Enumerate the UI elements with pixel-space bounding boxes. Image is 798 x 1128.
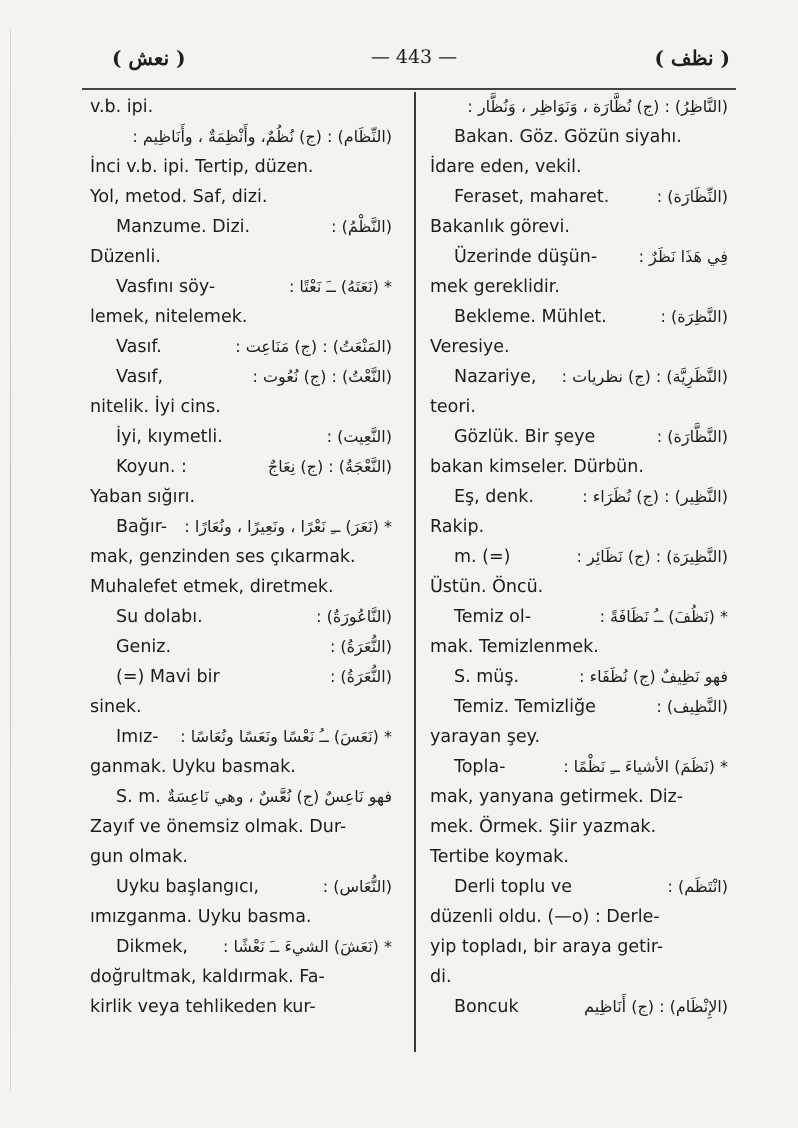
dictionary-line — [430, 902, 740, 932]
dictionary-line — [76, 482, 402, 512]
arabic-headword: (النُّعَرَةُ) : — [329, 637, 392, 656]
arabic-headword: (النَّظِير) : (ج) نُظَرَاء : — [582, 487, 728, 506]
arabic-headword: * (نَعَتَهُ) ــَ نَعْتًا : — [288, 277, 392, 296]
arabic-headword: فهو نَاعِسٌ (ج) نُعَّسٌ ، وهي نَاعِسَةٌ — [167, 787, 392, 806]
turkish-text: Manzume. Dizi. — [116, 217, 251, 237]
turkish-text: Uyku başlangıcı, — [116, 877, 260, 897]
dictionary-line — [76, 992, 402, 1022]
dictionary-line — [76, 692, 402, 722]
dictionary-line — [430, 602, 740, 632]
dictionary-line — [430, 452, 740, 482]
page-number: — 443 — — [370, 46, 458, 68]
dictionary-line — [430, 632, 740, 662]
turkish-text: Üstün. Öncü. — [430, 577, 544, 597]
arabic-headword: (النَّعْتُ) : (ج) نُعُوت : — [252, 367, 392, 386]
turkish-text: Bağır- — [116, 517, 168, 537]
turkish-text: Bakanlık görevi. — [430, 217, 570, 237]
turkish-text: Vasıf. — [116, 337, 162, 357]
turkish-text: Gözlük. Bir şeye — [454, 427, 596, 447]
arabic-headword: فِي هَذَا نَظَرٌ : — [638, 247, 728, 266]
dictionary-line — [76, 302, 402, 332]
turkish-text: İyi, kıymetli. — [116, 427, 223, 447]
turkish-text: S. m. — [116, 787, 161, 807]
dictionary-line — [76, 632, 402, 662]
turkish-text: Eş, denk. — [454, 487, 534, 507]
arabic-headword: فهو نَظِيفٌ (ج) نُظَفَاء : — [579, 667, 728, 686]
dictionary-line — [76, 782, 402, 812]
dictionary-line — [76, 572, 402, 602]
turkish-text: Muhalefet etmek, diretmek. — [90, 577, 334, 597]
dictionary-line — [430, 782, 740, 812]
turkish-text: Üzerinde düşün- — [454, 247, 598, 267]
turkish-text: mek. Örmek. Şiir yazmak. — [430, 817, 657, 837]
turkish-text: Yaban sığırı. — [90, 487, 196, 507]
dictionary-line — [76, 452, 402, 482]
arabic-headword: * (نَعَسَ) ــُ نَعْسًا ونَعَسًا ونُعَاسًا : — [180, 727, 392, 746]
turkish-text: doğrultmak, kaldırmak. Fa- — [90, 967, 325, 987]
dictionary-line — [430, 722, 740, 752]
left-column — [76, 92, 402, 1022]
turkish-text: v.b. ipi. — [90, 97, 154, 117]
turkish-text: İdare eden, vekil. — [430, 157, 582, 177]
dictionary-line — [430, 332, 740, 362]
dictionary-line — [430, 272, 740, 302]
turkish-text: Topla- — [454, 757, 506, 777]
dictionary-line — [430, 152, 740, 182]
header-rule — [82, 88, 736, 90]
dictionary-line — [76, 722, 402, 752]
arabic-headword: (النِّظَام) : (ج) نُظُمٌ، وأَنْظِمَةٌ ، وأَنَاظِيم : — [132, 127, 392, 146]
turkish-text: Tertibe koymak. — [430, 847, 569, 867]
arabic-headword: (النِّظَارَة) : — [656, 187, 728, 206]
dictionary-line — [76, 272, 402, 302]
dictionary-line — [76, 602, 402, 632]
dictionary-line — [430, 542, 740, 572]
arabic-headword: * (نَظُفَ) ــُ نَظَافَةً : — [599, 607, 728, 626]
column-divider — [414, 92, 416, 1052]
arabic-headword: (النَّاعُورَةُ) : — [316, 607, 392, 626]
arabic-headword: (النَّظَّارَة) : — [656, 427, 728, 446]
arabic-headword: (النَّاظِرُ) : (ج) نُظَّارَة ، وَنَوَاظِر ، وَنُظَّار : — [467, 97, 728, 116]
arabic-headword: (النَّظْمُ) : — [331, 217, 392, 236]
turkish-text: mak. Temizlenmek. — [430, 637, 599, 657]
dictionary-line — [430, 482, 740, 512]
dictionary-line — [430, 362, 740, 392]
turkish-text: sinek. — [90, 697, 142, 717]
arabic-headword: (النَّظِيرَة) : (ج) نَظَائِر : — [576, 547, 728, 566]
dictionary-line — [76, 122, 402, 152]
arabic-headword: * (نَعَرَ) ــِ نَعْرًا ، ونَعِيرًا ، ونُعَارًا : — [184, 517, 392, 536]
turkish-text: teori. — [430, 397, 476, 417]
dictionary-line — [430, 392, 740, 422]
turkish-text: (=) Mavi bir — [116, 667, 220, 687]
turkish-text: S. müş. — [454, 667, 520, 687]
turkish-text: Dikmek, — [116, 937, 188, 957]
arabic-headword: (النُّعَاس) : — [322, 877, 392, 896]
turkish-text: ganmak. Uyku basmak. — [90, 757, 296, 777]
dictionary-line — [430, 512, 740, 542]
turkish-text: m. (=) — [454, 547, 511, 567]
dictionary-line — [430, 692, 740, 722]
turkish-text: ımızganma. Uyku basma. — [90, 907, 312, 927]
dictionary-line — [76, 872, 402, 902]
dictionary-line — [430, 242, 740, 272]
dictionary-line — [76, 422, 402, 452]
turkish-text: di. — [430, 967, 452, 987]
turkish-text: Bakan. Göz. Gözün siyahı. — [454, 127, 682, 147]
dictionary-line — [76, 182, 402, 212]
turkish-text: Vasıf, — [116, 367, 164, 387]
turkish-text: bakan kimseler. Dürbün. — [430, 457, 644, 477]
dictionary-line — [76, 962, 402, 992]
dictionary-line — [430, 572, 740, 602]
dictionary-line — [430, 872, 740, 902]
turkish-text: Temiz ol- — [454, 607, 532, 627]
dictionary-line — [76, 92, 402, 122]
turkish-text: gun olmak. — [90, 847, 188, 867]
dictionary-line — [76, 212, 402, 242]
turkish-text: kirlik veya tehlikeden kur- — [90, 997, 316, 1017]
header-right-catchword: ( نظف ) — [654, 46, 730, 70]
turkish-text: Feraset, maharet. — [454, 187, 610, 207]
dictionary-line — [430, 812, 740, 842]
turkish-text: Yol, metod. Saf, dizi. — [90, 187, 268, 207]
turkish-text: Nazariye, — [454, 367, 537, 387]
dictionary-line — [430, 842, 740, 872]
arabic-headword: (النَّعِيت) : — [326, 427, 392, 446]
turkish-text: mek gereklidir. — [430, 277, 560, 297]
dictionary-line — [430, 122, 740, 152]
right-column — [430, 92, 740, 1022]
dictionary-line — [430, 422, 740, 452]
arabic-headword: (النَّظِرَة) : — [660, 307, 728, 326]
turkish-text: Koyun. : — [116, 457, 187, 477]
arabic-headword: (النَّعْجَةُ) : (ج) نِعَاجٌ — [267, 457, 392, 476]
dictionary-line — [430, 212, 740, 242]
turkish-text: nitelik. İyi cins. — [90, 397, 221, 417]
dictionary-line — [76, 902, 402, 932]
turkish-text: yarayan şey. — [430, 727, 541, 747]
arabic-headword: * (نَعَشَ) الشيءَ ــَ نَعْشًا : — [222, 937, 392, 956]
dictionary-line — [76, 542, 402, 572]
dictionary-line — [76, 932, 402, 962]
turkish-text: mak, genzinden ses çıkarmak. — [90, 547, 356, 567]
arabic-headword: (الإِنْظَام) : (ج) أَنَاظِيم — [584, 997, 728, 1016]
dictionary-line — [430, 932, 740, 962]
turkish-text: Veresiye. — [430, 337, 510, 357]
arabic-headword: (النَّظَرِيَّة) : (ج) نظريات : — [561, 367, 728, 386]
dictionary-line — [76, 332, 402, 362]
turkish-text: düzenli oldu. (—o) : Derle- — [430, 907, 660, 927]
dictionary-line — [430, 302, 740, 332]
arabic-headword: * (نَظَمَ) الأشياءَ ــِ نَظْمًا : — [563, 757, 728, 776]
turkish-text: Geniz. — [116, 637, 172, 657]
dictionary-line — [76, 842, 402, 872]
dictionary-line — [76, 752, 402, 782]
dictionary-line — [430, 92, 740, 122]
turkish-text: İnci v.b. ipi. Tertip, düzen. — [90, 157, 314, 177]
dictionary-line — [76, 812, 402, 842]
arabic-headword: (النُّعَرَةُ) : — [329, 667, 392, 686]
dictionary-line — [76, 362, 402, 392]
dictionary-line — [430, 662, 740, 692]
turkish-text: Su dolabı. — [116, 607, 203, 627]
arabic-headword: (انْتَظَم) : — [667, 877, 728, 896]
turkish-text: Boncuk — [454, 997, 519, 1017]
arabic-headword: (النَّظِيف) : — [656, 697, 728, 716]
turkish-text: Zayıf ve önemsiz olmak. Dur- — [90, 817, 347, 837]
page-header — [90, 46, 738, 76]
header-left-catchword: ( نعش ) — [112, 46, 186, 70]
turkish-text: mak, yanyana getirmek. Diz- — [430, 787, 684, 807]
dictionary-line — [76, 662, 402, 692]
turkish-text: Rakip. — [430, 517, 485, 537]
turkish-text: Vasfını söy- — [116, 277, 216, 297]
dictionary-line — [430, 962, 740, 992]
dictionary-line — [430, 992, 740, 1022]
turkish-text: yip topladı, bir araya getir- — [430, 937, 664, 957]
turkish-text: Düzenli. — [90, 247, 161, 267]
dictionary-line — [430, 182, 740, 212]
arabic-headword: (المَنْعَتُ) : (ج) مَنَاعِت : — [235, 337, 392, 356]
turkish-text: Bekleme. Mühlet. — [454, 307, 607, 327]
dictionary-line — [76, 152, 402, 182]
turkish-text: Imız- — [116, 727, 159, 747]
dictionary-line — [76, 512, 402, 542]
turkish-text: Temiz. Temizliğe — [454, 697, 596, 717]
turkish-text: Derli toplu ve — [454, 877, 573, 897]
turkish-text: lemek, nitelemek. — [90, 307, 248, 327]
dictionary-line — [76, 242, 402, 272]
dictionary-line — [76, 392, 402, 422]
page-edge — [10, 30, 11, 1090]
dictionary-line — [430, 752, 740, 782]
